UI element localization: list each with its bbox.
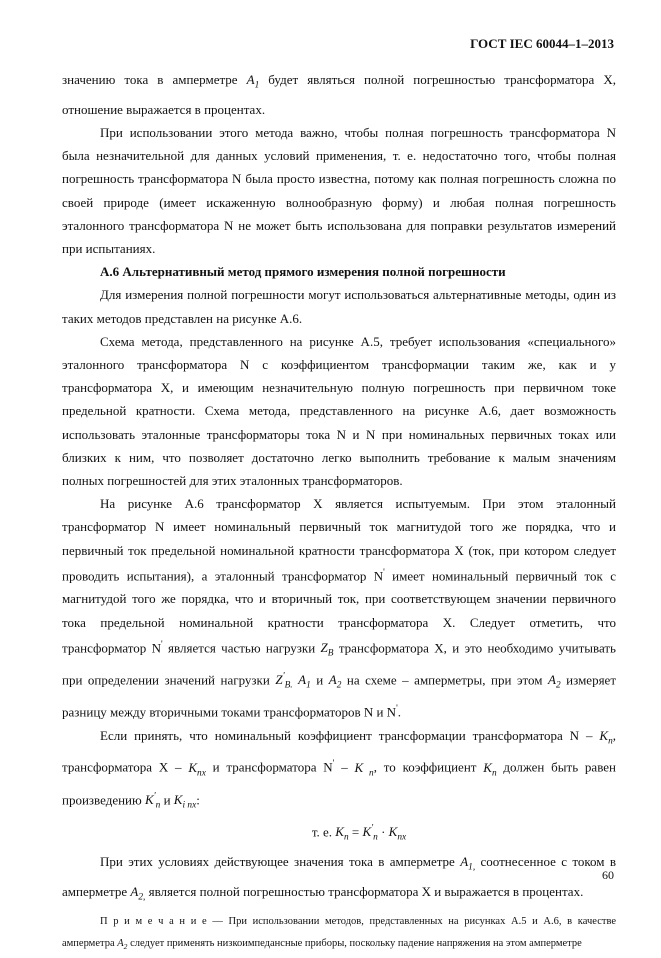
paragraph-5-line-1: На рисунке А.6 трансформатор X является испытуемым. При этом эталонный	[100, 496, 616, 512]
paragraph-5-line-5: магнитудой того же порядка, что и вторичный ток, при соответствующем значении первичного	[62, 591, 616, 607]
page-number: 60	[602, 868, 614, 882]
paragraph-2-line-2: была незначительной для данных условий применения, т. е. недостаточно того, чтобы полная	[62, 148, 616, 164]
paragraph-1-line-1: значению тока в амперметре $A_1$ будет являться полной погрешностью трансформатора X,	[62, 72, 616, 91]
paragraph-4-line-3: трансформатора X, и имеющим незначительную полную погрешность при первичном токе	[62, 380, 616, 396]
paragraph-4-line-6: близких к ним, что позволяет достаточно легко выполнить требование к малым значениям	[62, 449, 616, 465]
section-heading: А.6 Альтернативный метод прямого измерения полной погрешности	[100, 264, 506, 280]
paragraph-4-line-2: эталонного трансформатора N с коэффициентом трансформации таким же, как и у	[62, 357, 616, 373]
paragraph-2-line-6: при испытаниях.	[62, 241, 156, 257]
paragraph-5-line-9: разницу между вторичными токами трансформаторов N и N'.	[62, 704, 402, 720]
paragraph-7-line-2: амперметре $A_{2,}$ является полной погрешностью трансформатора X и выражается в процентах.	[62, 883, 584, 903]
note-label: П р и м е ч а н и е	[100, 916, 207, 928]
paragraph-6-line-2: трансформатора X – $K_{nx}$ и трансформатора N' – K $_n$, то коэффициент $K_n$ должен быть равен	[62, 759, 616, 779]
document-body	[62, 68, 616, 958]
formula: т. е. $K_n = K'_n \cdot K_{nx}$	[311, 823, 407, 843]
paragraph-5-line-3: первичный ток предельной номинальной кратности трансформатора X (ток, при котором следует	[62, 542, 616, 558]
paragraph-4-line-5: использовать эталонные трансформаторы тока N и N при номинальных первичных токах или	[62, 426, 616, 442]
note-line-1: П р и м е ч а н и е — При использовании методов, представленных на рисунках А.5 и А.6, в качестве	[100, 916, 616, 928]
paragraph-5-line-2: трансформатор N имеет номинальный первичный ток магнитудой того же порядка, что и	[62, 519, 616, 535]
paragraph-5-line-4: проводить испытания), а эталонный трансформатор N' имеет номинальный первичный ток с	[62, 567, 617, 584]
paragraph-7-line-1: При этих условиях действующее значения тока в амперметре $A_{1,}$ соотнесенное с током в	[100, 853, 616, 873]
paragraph-2-line-1: При использовании этого метода важно, чтобы полная погрешность трансформатора N	[100, 125, 616, 140]
paragraph-6-line-3: произведению $K'_n$ и $K_{i nx}$:	[62, 791, 200, 811]
paragraph-5-line-6: тока предельной номинальной кратности трансформатора X. Следует отметить, что	[62, 614, 616, 630]
paragraph-5-line-8: при определении значений нагрузки $Z'_{B.}$ $A_1$ и $A_2$ на схеме – амперметры, при этом $A_2$ измеряет	[62, 671, 616, 691]
paragraph-2-line-3: погрешность трансформатора N была просто известна, потому как полная погрешность сложна по	[62, 171, 616, 187]
paragraph-1-line-2: отношение выражается в процентах.	[62, 101, 266, 117]
paragraph-4-line-7: полных погрешностей для этих эталонных трансформаторов.	[62, 473, 403, 489]
paragraph-3-line-1: Для измерения полной погрешности могут использоваться альтернативные методы, один из	[100, 287, 616, 303]
paragraph-2-line-4: своей природе (имеет искаженную волнообразную форму) и любая полная погрешность	[62, 194, 616, 210]
note-line-2: амперметра $A_2$ следует применять низкоимпедансные приборы, поскольку падение напряжения на этом амперметре	[62, 938, 582, 952]
paragraph-4-line-4: предельной кратности. Схема метода, представленного на рисунке А.6, дает возможность	[62, 403, 616, 419]
paragraph-6-line-1: Если принять, что номинальный коэффициент трансформации трансформатора N – $K_n$,	[100, 727, 616, 747]
paragraph-2-line-5: эталонного трансформатора N не может быть использована для поправки результатов измерений	[62, 217, 616, 233]
document-header: ГОСТ IEC 60044–1–2013	[470, 36, 614, 51]
paragraph-5-line-7: трансформатор N' является частью нагрузки $Z_B$ трансформатора X, и это необходимо учитывать	[62, 639, 616, 659]
paragraph-4-line-1: Схема метода, представленного на рисунке А.5, требует использования «специального»	[100, 333, 616, 349]
paragraph-3-line-2: таких методов представлен на рисунке А.6.	[62, 310, 303, 326]
